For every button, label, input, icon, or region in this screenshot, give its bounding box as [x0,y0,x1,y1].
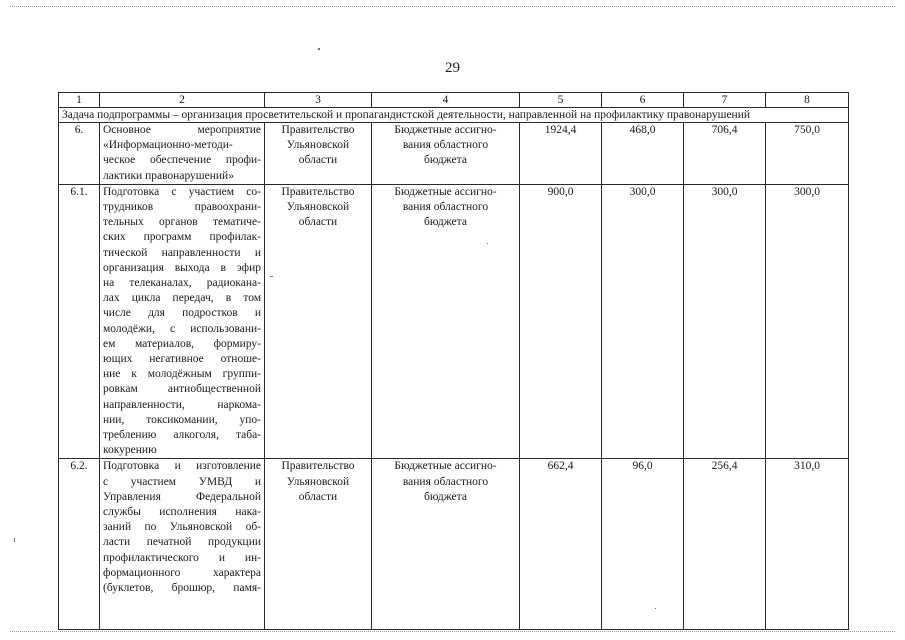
funding-source [372,123,520,185]
row-number: 6.2. [59,459,100,630]
description-line: лах цикла передач, в том [103,292,261,305]
executor-line: области [298,216,338,229]
amount-year-3: 300,0 [766,184,849,459]
executor [265,459,372,630]
executor-line: Правительство [281,185,355,198]
amount-year-1: 300,0 [602,184,684,459]
description-line: Управления Федеральной [103,490,261,503]
funding-line: Бюджетные ассигно- [394,185,497,198]
scan-edge-top [10,6,895,7]
column-header: 1 [59,93,100,108]
table-row [59,184,849,459]
column-header: 3 [265,93,372,108]
funding-line: вания областного [402,201,489,214]
scan-edge-bottom [10,631,895,632]
description-line: на телеканалах, радиокана- [103,277,261,290]
funding-line: бюджета [424,216,467,229]
scan-speck [14,538,15,542]
amount-year-2: 256,4 [684,459,766,630]
column-header: 4 [372,93,520,108]
amount-total: 1924,4 [520,123,602,185]
executor-line: Правительство [281,124,355,136]
funding-line: вания областного [402,475,489,488]
scan-speck [318,48,320,50]
description-line: ласти печатной продукции [103,536,261,549]
column-header: 7 [684,93,766,108]
column-header: 2 [100,93,265,108]
description-line: треблению алкоголя, таба- [103,429,261,442]
executor [265,123,372,185]
funding-line: бюджета [424,490,467,503]
page-number: 29 [445,60,460,76]
description-line: формационного характера [103,566,261,579]
description-line: молодёжи, с использовани- [103,322,261,335]
description-line: организация выхода в эфир [103,261,261,274]
amount-total: 662,4 [520,459,602,630]
executor-line: Правительство [281,460,355,473]
description-line: с участием УМВД и [103,475,261,488]
executor-line: Ульяновской [286,475,350,488]
executor-line: области [298,154,338,167]
scan-speck [270,276,273,277]
description-line: ющих негативное отноше- [103,353,261,366]
scan-speck [487,243,488,244]
amount-year-3: 750,0 [766,123,849,185]
budget-table [58,92,849,630]
description-line: Подготовка с участием со- [103,185,261,198]
description-line: профилактического и ин- [103,551,261,564]
column-number-row [59,93,849,108]
description-line: «Информационно-методи- [103,139,233,152]
description-line: службы исполнения нака- [103,506,261,519]
row-number: 6. [59,123,100,185]
description-line: тической направленности и [103,246,261,259]
column-header: 5 [520,93,602,108]
scan-speck [655,608,656,609]
executor-line: Ульяновской [286,201,350,214]
amount-year-2: 706,4 [684,123,766,185]
amount-year-2: 300,0 [684,184,766,459]
executor-line: Ульяновской [286,139,350,152]
description-line: тельных органов тематиче- [103,216,261,229]
description-line: направленности, наркома- [103,398,261,411]
amount-year-3: 310,0 [766,459,849,630]
amount-year-1: 468,0 [602,123,684,185]
executor [265,184,372,459]
task-title: Задача подпрограммы – организация просветительской и пропагандистской деятельности, направленной на профилактику правонарушений [59,108,849,123]
funding-source [372,459,520,630]
description-line: трудников правоохрани- [103,201,261,214]
funding-source [372,184,520,459]
table-row [59,459,849,630]
description-line: числе для подростков и [103,307,261,320]
column-header: 6 [602,93,684,108]
executor-line: области [298,490,338,503]
measure-description [100,123,265,185]
task-row [59,108,849,123]
description-line: ние к молодёжным группи- [103,368,261,381]
description-line: лактики правонарушений» [103,169,234,182]
funding-line: бюджета [424,154,467,167]
funding-line: Бюджетные ассигно- [394,460,497,473]
description-line: (буклетов, брошюр, памя- [103,582,261,595]
description-line: заний по Ульяновской об- [103,521,261,534]
description-line: ских программ профилак- [103,231,261,244]
table-row [59,123,849,185]
measure-description [100,459,265,630]
description-line: ем материалов, формиру- [103,337,261,350]
column-header: 8 [766,93,849,108]
amount-total: 900,0 [520,184,602,459]
description-line: ровкам антиобщественной [103,383,261,396]
description-line: Подготовка и изготовление [103,460,261,473]
measure-description [100,184,265,459]
description-line: кокурению [103,444,157,457]
description-line: ческое обеспечение профи- [103,154,261,167]
row-number: 6.1. [59,184,100,459]
description-line: нии, токсикомании, упо- [103,413,261,426]
description-line: Основное мероприятие [103,124,261,136]
amount-year-1: 96,0 [602,459,684,630]
funding-line: вания областного [402,139,489,152]
funding-line: Бюджетные ассигно- [394,124,497,136]
